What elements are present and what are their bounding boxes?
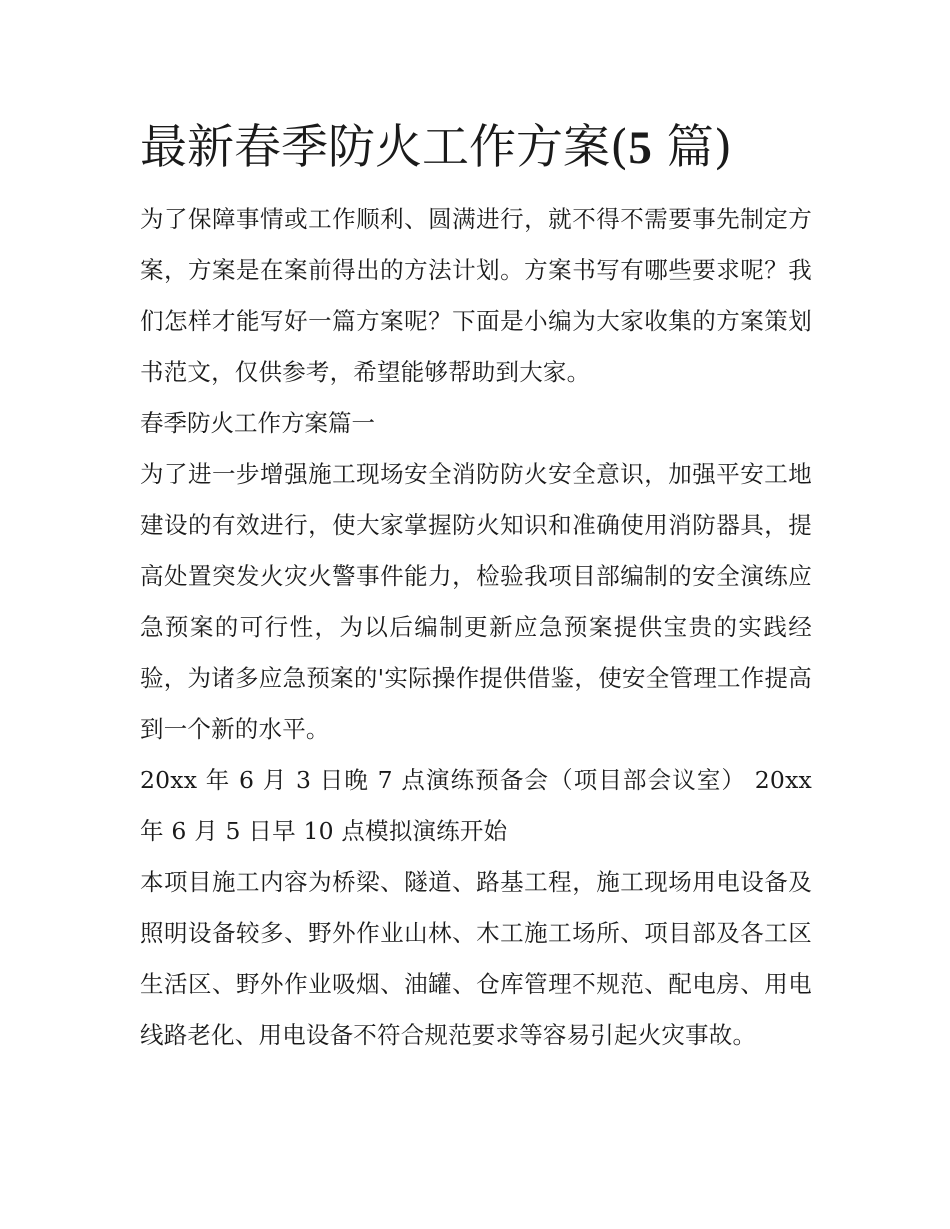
section-heading-1: 春季防火工作方案篇一 xyxy=(140,409,375,437)
intro-paragraph: 为了保障事情或工作顺利、圆满进行，就不得不需要事先制定方案，方案是在案前得出的方法计划。方案书写有哪些要求呢？我们怎样才能写好一篇方案呢？下面是小编为大家收集的方案策划书范文，仅供参考，希望能够帮助到大家。 xyxy=(140,205,812,386)
title-suffix: 篇) xyxy=(651,120,733,175)
document-title xyxy=(140,112,812,184)
purpose-paragraph: 为了进一步增强施工现场安全消防防火安全意识，加强平安工地建设的有效进行，使大家掌握防火知识和准确使用消防器具，提高处置突发火灾火警事件能力，检验我项目部编制的安全演练应急预案的可行性，为以后编制更新应急预案提供宝贵的实践经验，为诸多应急预案的'实际操作提供借鉴，使安全管理工作提高到一个新的水平。 xyxy=(140,460,812,743)
schedule-paragraph: 20xx 年 6 月 3 日晚 7 点演练预备会（项目部会议室） 20xx 年 6 月 5 日早 10 点模拟演练开始 xyxy=(140,766,812,845)
document-body xyxy=(140,112,812,1061)
scope-paragraph: 本项目施工内容为桥梁、隧道、路基工程，施工现场用电设备及照明设备较多、野外作业山林、木工施工场所、项目部及各工区生活区、野外作业吸烟、油罐、仓库管理不规范、配电房、用电线路老化、用电设备不符合规范要求等容易引起火灾事故。 xyxy=(140,868,812,1049)
title-prefix: 最新春季防火工作方案( xyxy=(140,120,629,175)
title-number: 5 xyxy=(628,122,652,174)
